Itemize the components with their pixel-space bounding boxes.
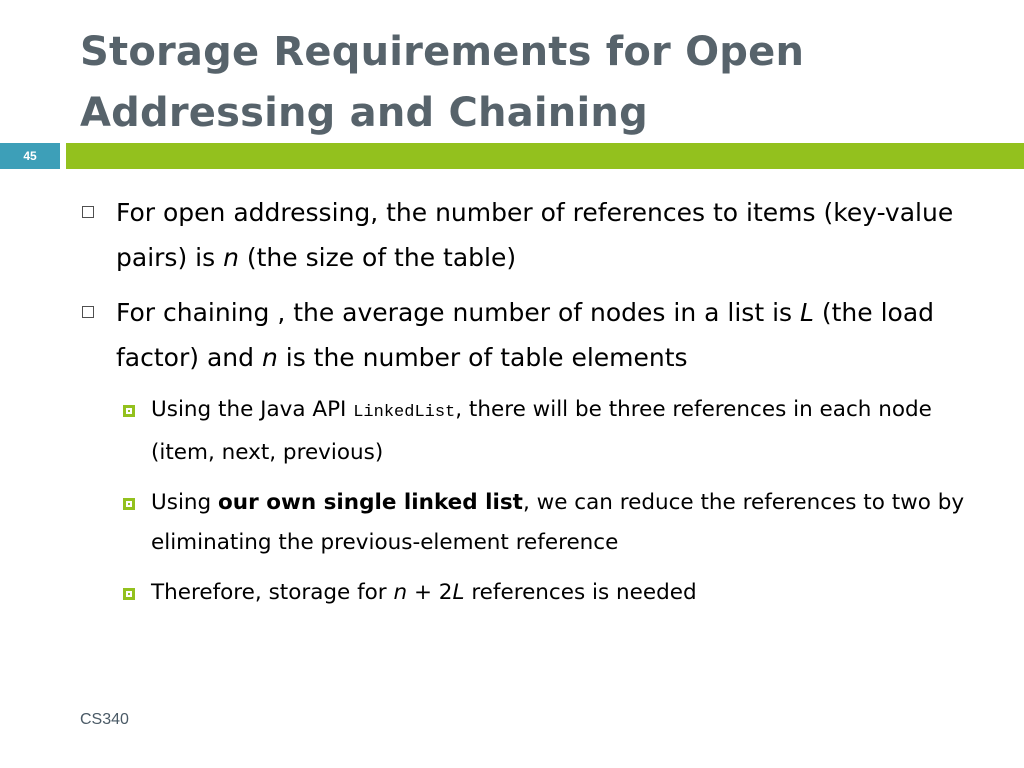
sub-bullet-text: Therefore, storage for bbox=[151, 580, 394, 605]
bullet-text: (the load factor) and bbox=[116, 298, 935, 372]
green-square-bullet-icon bbox=[123, 498, 135, 510]
bullet-text: For chaining , the average number of nodes in a list is bbox=[116, 298, 800, 327]
bullet-text: is the number of table elements bbox=[277, 343, 688, 372]
code-linkedlist: LinkedList bbox=[353, 403, 456, 422]
variable-n: n bbox=[223, 243, 239, 272]
slide-number: 45 bbox=[0, 143, 60, 169]
hollow-square-bullet-icon bbox=[82, 206, 94, 218]
sub-bullet-java-linkedlist bbox=[116, 390, 980, 473]
sub-bullet-single-linked-list bbox=[116, 483, 980, 563]
sub-bullet-text: references is needed bbox=[464, 580, 697, 605]
variable-n: n bbox=[261, 343, 278, 372]
bullet-open-addressing bbox=[80, 190, 980, 280]
accent-bar bbox=[66, 143, 1024, 169]
hollow-square-bullet-icon bbox=[82, 306, 94, 318]
title-divider bbox=[0, 143, 1024, 169]
operator-text: + 2 bbox=[407, 580, 453, 605]
bullet-text: (the size of the table) bbox=[238, 243, 517, 272]
slide-body bbox=[80, 190, 980, 623]
sub-bullet-text: Using the Java API bbox=[151, 397, 354, 422]
variable-L: L bbox=[452, 580, 465, 605]
sub-bullet-text: , we can reduce the references to two by eliminating the previous-element reference bbox=[151, 490, 965, 555]
variable-n: n bbox=[393, 580, 408, 605]
sub-bullet-text: Using bbox=[151, 490, 219, 515]
variable-L: L bbox=[799, 298, 814, 327]
green-square-bullet-icon bbox=[123, 405, 135, 417]
sub-bullet-storage-total bbox=[116, 573, 980, 613]
sub-bullet-text: , there will be three references in each node (item, next, previous) bbox=[151, 397, 932, 465]
bullet-text: For open addressing, the number of references to items (key-value pairs) is bbox=[116, 198, 954, 272]
green-square-bullet-icon bbox=[123, 588, 135, 600]
slide-title: Storage Requirements for Open Addressing and Chaining bbox=[80, 29, 805, 136]
bullet-chaining bbox=[80, 290, 980, 380]
footer-course-code: CS340 bbox=[80, 711, 129, 728]
bold-phrase: our own single linked list bbox=[218, 490, 523, 515]
